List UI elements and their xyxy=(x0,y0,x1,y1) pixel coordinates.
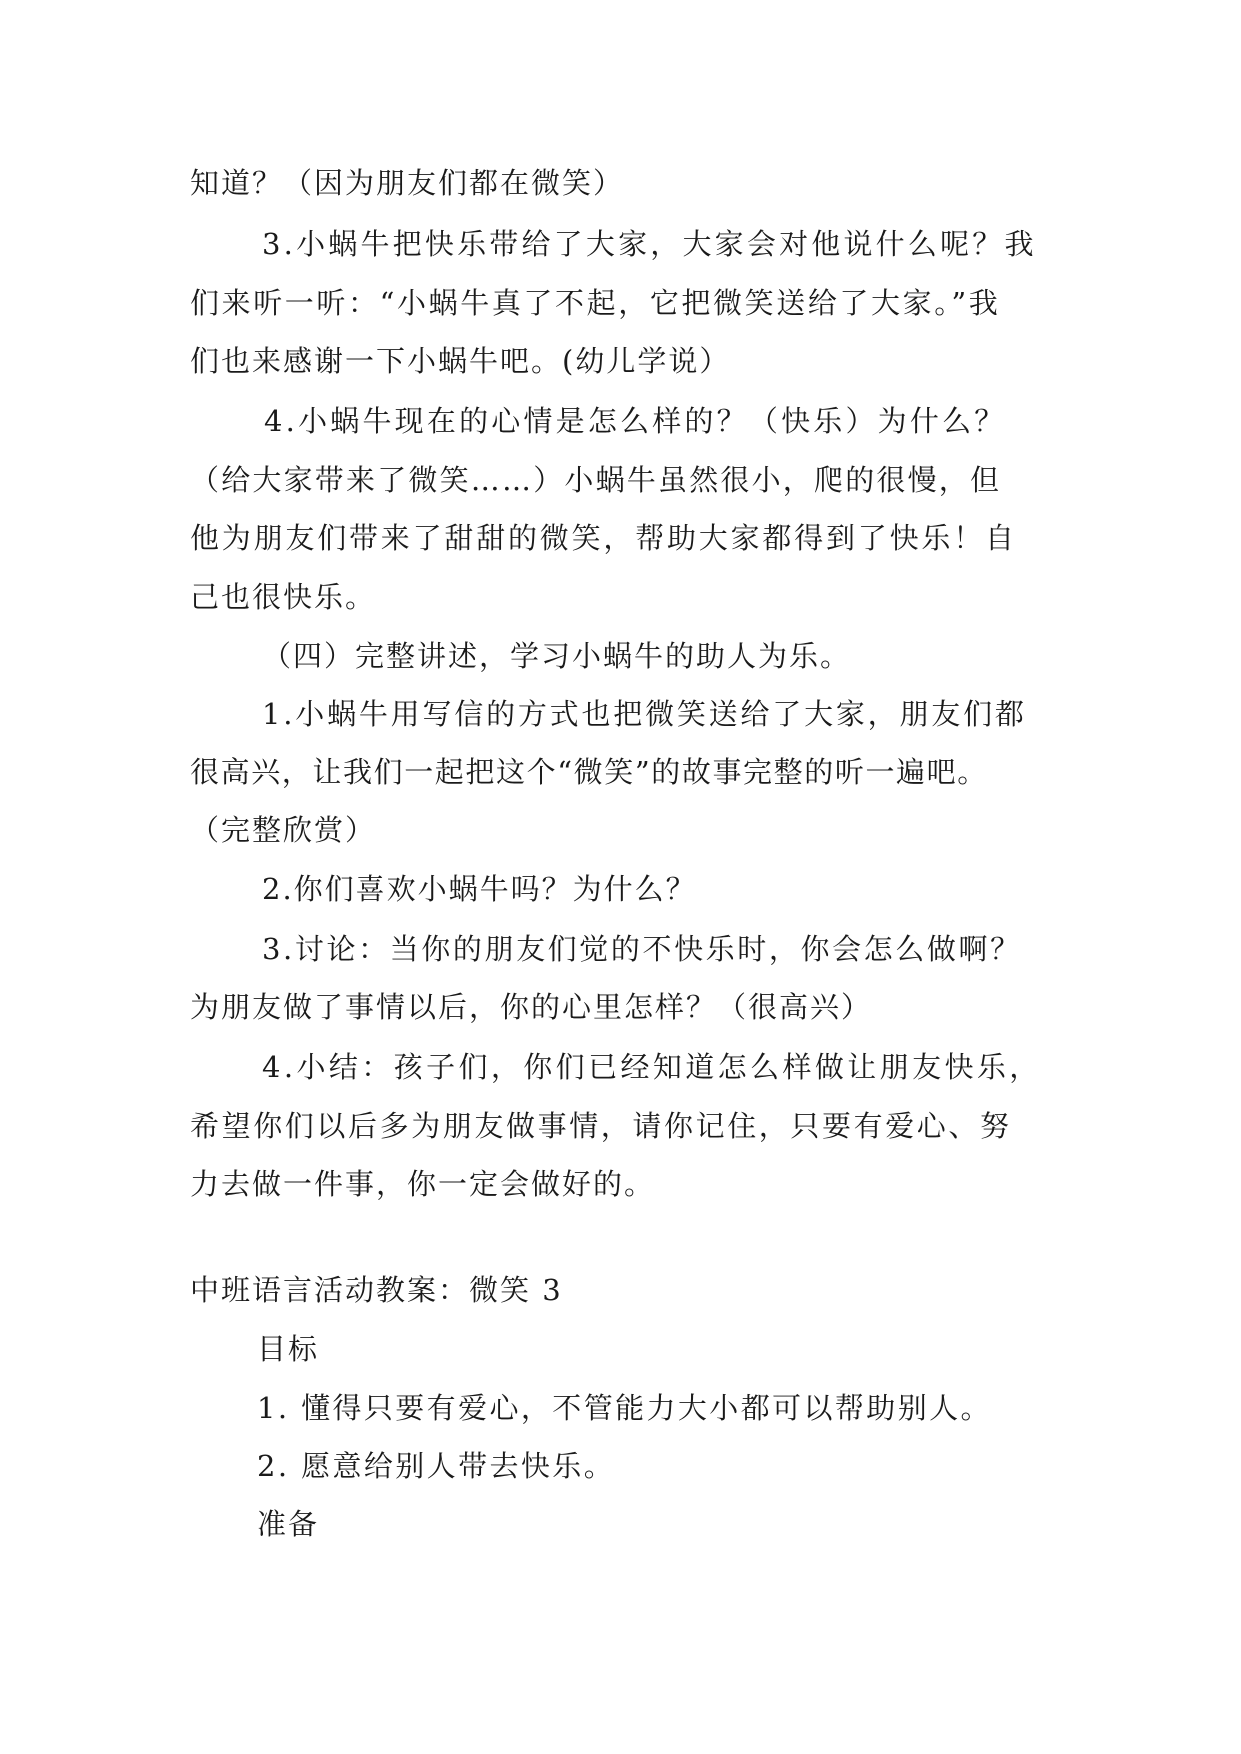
paragraph-line: 4.小结：孩子们，你们已经知道怎么样做让朋友快乐， xyxy=(262,1050,1042,1084)
paragraph-line: 力去做一件事，你一定会做好的。 xyxy=(190,1167,656,1201)
goal-item: 2. 愿意给别人带去快乐。 xyxy=(257,1449,616,1483)
paragraph-line: 2.你们喜欢小蜗牛吗？为什么？ xyxy=(262,872,697,906)
section-heading-line: （四）完整讲述，学习小蜗牛的助人为乐。 xyxy=(262,639,852,673)
paragraph-line: 4.小蜗牛现在的心情是怎么样的？（快乐）为什么？ xyxy=(264,404,1007,438)
subheading-goals: 目标 xyxy=(257,1332,320,1366)
paragraph-line: 们来听一听：“小蜗牛真了不起，它把微笑送给了大家。”我 xyxy=(190,286,1001,320)
paragraph-line: 3.小蜗牛把快乐带给了大家，大家会对他说什么呢？我 xyxy=(262,227,1037,261)
paragraph-line: （完整欣赏） xyxy=(190,813,377,847)
goal-item: 1. 懂得只要有爱心，不管能力大小都可以帮助别人。 xyxy=(257,1391,992,1425)
paragraph-line: 为朋友做了事情以后，你的心里怎样？（很高兴） xyxy=(190,990,873,1024)
paragraph-line: 他为朋友们带来了甜甜的微笑，帮助大家都得到了快乐！自 xyxy=(190,521,1017,555)
paragraph-line: 很高兴，让我们一起把这个“微笑”的故事完整的听一遍吧。 xyxy=(190,755,988,789)
paragraph-line: 们也来感谢一下小蜗牛吧。(幼儿学说） xyxy=(190,344,731,378)
paragraph-line: 1.小蜗牛用写信的方式也把微笑送给了大家，朋友们都 xyxy=(262,697,1027,731)
lesson-plan-title: 中班语言活动教案：微笑 3 xyxy=(190,1273,563,1307)
subheading-preparation: 准备 xyxy=(257,1507,320,1541)
paragraph-line: 知道？（因为朋友们都在微笑） xyxy=(190,166,625,200)
paragraph-line: 己也很快乐。 xyxy=(190,580,377,614)
paragraph-line: 3.讨论：当你的朋友们觉的不快乐时，你会怎么做啊？ xyxy=(262,932,1022,966)
paragraph-line: 希望你们以后多为朋友做事情，请你记住，只要有爱心、努 xyxy=(190,1109,1012,1143)
paragraph-line: （给大家带来了微笑……）小蜗牛虽然很小，爬的很慢，但 xyxy=(190,463,1002,497)
